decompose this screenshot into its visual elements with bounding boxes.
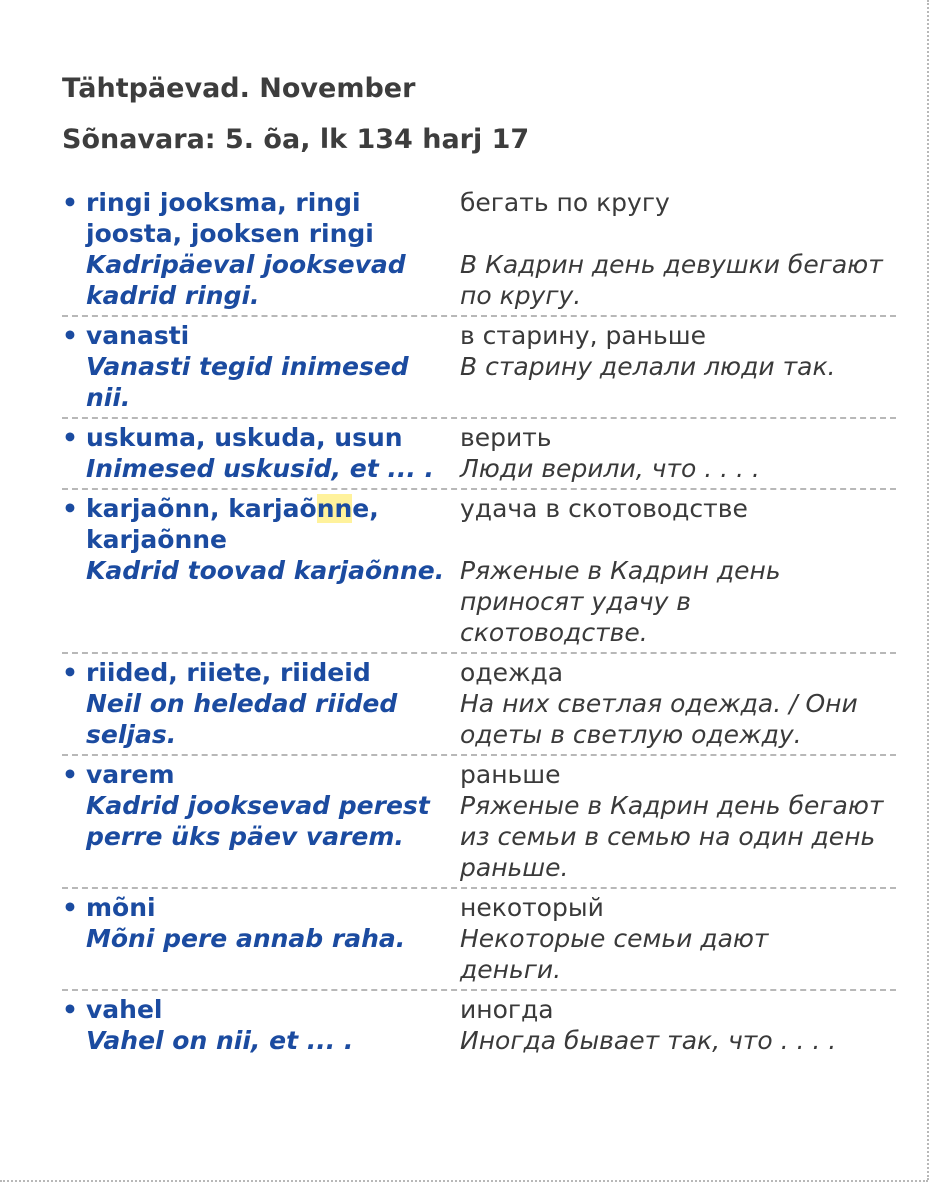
right-dotted-border (927, 0, 929, 1180)
estonian-column (62, 657, 460, 750)
russian-example: Некоторые семьи дают деньги. (460, 924, 769, 984)
vocab-entry (62, 320, 896, 419)
russian-column (460, 493, 896, 648)
bottom-dotted-border (0, 1180, 928, 1182)
estonian-example: Kadrid jooksevad perest perre üks päev varem. (86, 791, 430, 851)
estonian-word: ringi jooksma, ringi joosta, jooksen ringi (86, 188, 374, 248)
estonian-word-part: e, karjaõnne (86, 494, 379, 554)
estonian-column (62, 493, 460, 648)
russian-example: В старину делали люди так. (460, 352, 836, 381)
bullet: • (62, 893, 78, 922)
page-title: Tähtpäevad. November (62, 73, 416, 104)
russian-example: Ряженые в Кадрин день приносят удачу в скотоводстве. (460, 556, 781, 647)
russian-column (460, 422, 896, 484)
estonian-example: Kadripäeval jooksevad kadrid ringi. (86, 250, 406, 310)
russian-column (460, 187, 896, 311)
estonian-column (62, 187, 460, 311)
estonian-column (62, 892, 460, 985)
vocab-entry (62, 422, 896, 490)
russian-example: В Кадрин день девушки бегают по кругу. (460, 250, 883, 310)
estonian-word-part: karjaõnn, karjaõ (86, 494, 317, 523)
russian-translation: раньше (460, 760, 561, 789)
estonian-word: riided, riiete, riideid (86, 658, 371, 687)
russian-column (460, 320, 896, 413)
russian-translation: верить (460, 423, 552, 452)
estonian-example: Vahel on nii, et ... . (86, 1026, 354, 1055)
russian-column (460, 759, 896, 883)
russian-translation: в старину, раньше (460, 321, 706, 350)
estonian-word: varem (86, 760, 175, 789)
russian-translation: иногда (460, 995, 554, 1024)
estonian-word: uskuma, uskuda, usun (86, 423, 403, 452)
bullet: • (62, 658, 78, 687)
highlighted-letters: nn (316, 494, 353, 523)
vocab-entry (62, 892, 896, 991)
estonian-example: Mõni pere annab raha. (86, 924, 406, 953)
vocab-entry (62, 994, 896, 1060)
vocabulary-subtitle: Sõnavara: 5. õa, lk 134 harj 17 (62, 124, 530, 155)
russian-column (460, 994, 896, 1056)
russian-translation: удача в скотоводстве (460, 494, 748, 523)
estonian-word: vahel (86, 995, 163, 1024)
russian-example: Иногда бывает так, что . . . . (460, 1026, 837, 1055)
russian-example: Ряженые в Кадрин день бегают из семьи в семью на один день раньше. (460, 791, 884, 882)
russian-translation: бегать по кругу (460, 188, 670, 217)
estonian-column (62, 994, 460, 1056)
vocab-entry (62, 759, 896, 889)
bullet: • (62, 423, 78, 452)
russian-example: На них светлая одежда. / Они одеты в светлую одежду. (460, 689, 858, 749)
estonian-example: Neil on heledad riided seljas. (86, 689, 398, 749)
russian-translation: некоторый (460, 893, 604, 922)
russian-example: Люди верили, что . . . . (460, 454, 760, 483)
bullet: • (62, 494, 78, 523)
estonian-column (62, 759, 460, 883)
russian-column (460, 657, 896, 750)
estonian-word: mõni (86, 893, 156, 922)
estonian-word (86, 493, 460, 555)
vocab-entry (62, 187, 896, 317)
estonian-example: Kadrid toovad karjaõnne. (86, 556, 445, 585)
russian-translation: одежда (460, 658, 564, 687)
bullet: • (62, 995, 78, 1024)
bullet: • (62, 188, 78, 217)
vocab-entry (62, 493, 896, 654)
bullet: • (62, 760, 78, 789)
vocabulary-list (62, 187, 896, 1063)
vocab-entry (62, 657, 896, 756)
estonian-example: Vanasti tegid inimesed nii. (86, 352, 409, 412)
estonian-column (62, 320, 460, 413)
russian-column (460, 892, 896, 985)
estonian-example: Inimesed uskusid, et ... . (86, 454, 435, 483)
estonian-word: vanasti (86, 321, 190, 350)
estonian-column (62, 422, 460, 484)
bullet: • (62, 321, 78, 350)
